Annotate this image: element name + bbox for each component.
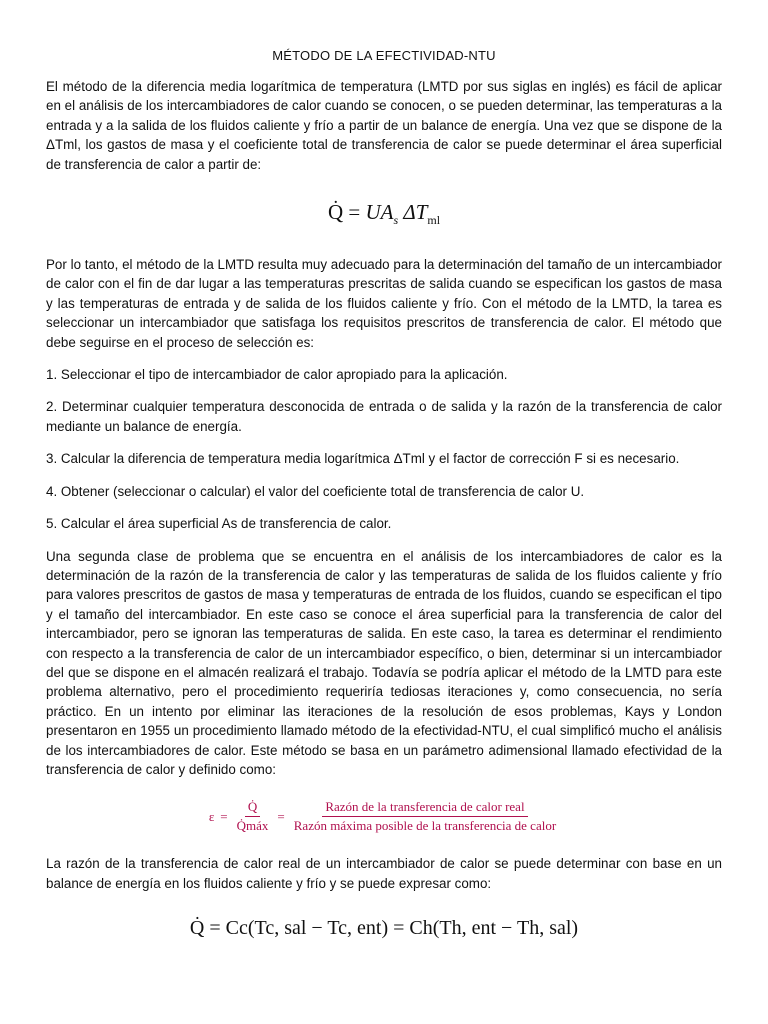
equation-term-sub: s	[393, 213, 399, 228]
fraction-denominator: Q̇máx	[236, 818, 269, 834]
equation-effectiveness	[46, 799, 722, 834]
list-item: 1. Seleccionar el tipo de intercambiador de calor apropiado para la aplicación.	[46, 367, 508, 383]
equation-lhs: Q̇	[327, 200, 344, 225]
equation-fraction-text	[291, 799, 559, 834]
equation-fraction-symbols	[234, 799, 272, 834]
equation-equals: =	[220, 808, 228, 824]
paragraph-intro: El método de la diferencia media logarítmica de temperatura (LMTD por sus siglas en inglés) es fácil de aplicar en el análisis de los intercambiadores de calor cuando se conocen, o se pueden determinar, las temperaturas a la entrada y a la salida de los fluidos caliente y frío a partir de un balance de energía. Una vez que se dispone de la ΔTml, los gastos de masa y el coeficiente total de transferencia de calor se puede determinar el área superficial de transferencia de calor a partir de:	[46, 79, 722, 172]
list-item: 5. Calcular el área superficial As de transferencia de calor.	[46, 516, 392, 532]
list-item: 3. Calcular la diferencia de temperatura media logarítmica ΔTml y el factor de corrección F si es necesario.	[46, 451, 680, 467]
fraction-numerator: Q̇	[245, 799, 260, 817]
list-item: 4. Obtener (seleccionar o calcular) el valor del coeficiente total de transferencia de calor U.	[46, 483, 585, 499]
page-title: MÉTODO DE LA EFECTIVIDAD-NTU	[272, 48, 496, 63]
equation-heat-rate	[46, 200, 722, 228]
equation-delta-sub: ml	[427, 213, 441, 228]
paragraph-ntu: Una segunda clase de problema que se encuentra en el análisis de los intercambiadores de calor es la determinación de la razón de la transferencia de calor y las temperaturas de salida de los fluidos caliente y frío para valores prescritos de gastos de masa y temperaturas de entrada de los fluidos, cuando se especifican el tipo y el tamaño del intercambiador. En este caso se conoce el área superficial para la transferencia de calor del intercambiador, pero se ignoran las temperaturas de salida. En este caso, la tarea es determinar el rendimiento con respecto a la transferencia de calor de un intercambiador específico, o bien, determinar si un intercambiador del que se dispone en el almacén realizará el trabajo. Todavía se podría aplicar el método de la LMTD para este problema alternativo, pero el procedimiento requeriría tediosas iteraciones y, como consecuencia, no sería práctico. En un intento por eliminar las iteraciones de la resolución de esos problemas, Kays y London presentaron en 1955 un procedimiento llamado método de la efectividad-NTU, el cual simplificó mucho el análisis de los intercambiadores de calor. Este método se basa en un parámetro adimensional llamado efectividad de la transferencia de calor y definido como:	[46, 548, 722, 777]
paragraph-lmtd: Por lo tanto, el método de la LMTD resulta muy adecuado para la determinación del tamaño de un intercambiador de calor con el fin de dar lugar a las temperaturas prescritas de salida cuando se especifican los gastos de masa y las temperaturas de entrada y de salida de los fluidos caliente y frío. Con el método de la LMTD, la tarea es seleccionar un intercambiador que satisfaga los requisitos prescritos de transferencia de calor. El método que debe seguirse en el proceso de selección es:	[46, 257, 722, 350]
equation-equals-b: =	[277, 808, 285, 824]
paragraph-actual-rate: La razón de la transferencia de calor real de un intercambiador de calor se puede determinar con base en un balance de energía en los fluidos caliente y frío y se puede expresar como:	[46, 856, 722, 891]
equation-term: UA	[365, 200, 394, 225]
fraction-text-denominator: Razón máxima posible de la transferencia de calor	[293, 818, 557, 834]
equation-energy-balance: Q̇ = Cc(Tc, sal − Tc, ent) = Ch(Th, ent − Th, sal)	[189, 917, 579, 940]
steps-list	[46, 365, 722, 533]
list-item: 2. Determinar cualquier temperatura desconocida de entrada o de salida y la razón de la transferencia de calor mediante un balance de energía.	[46, 399, 722, 434]
fraction-text-numerator: Razón de la transferencia de calor real	[322, 799, 527, 817]
equation-epsilon: ε	[208, 808, 215, 824]
equation-equals: =	[348, 200, 361, 225]
equation-delta: ΔT	[403, 200, 428, 225]
